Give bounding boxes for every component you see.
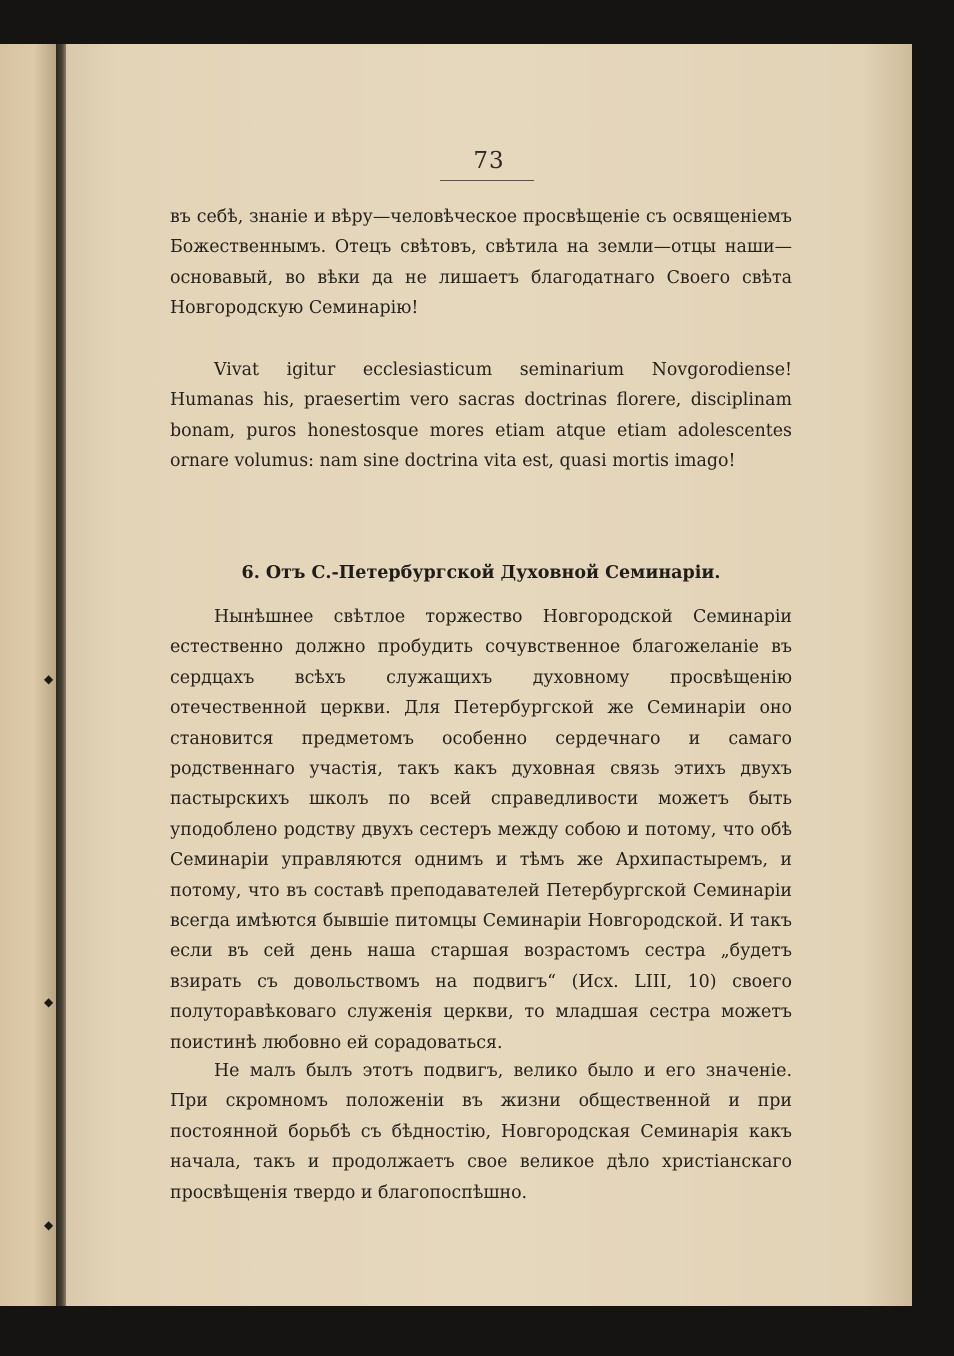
paragraph-latin [170, 355, 792, 477]
margin-mark-icon: ◆ [44, 995, 54, 1009]
page-number: 73 [473, 148, 505, 174]
margin-mark-icon: ◆ [44, 672, 54, 686]
paragraph-main [170, 602, 792, 1058]
paragraph-continued [170, 202, 792, 324]
paragraph-text: въ себѣ, знаніе и вѣру—человѣческое просвѣщеніе съ освященіемъ Божественнымъ. Отецъ свѣтовъ, свѣтила на земли—отцы наши—основавый, во вѣки да не лишаетъ благодатнаго Своего свѣта Новгородскую Семинарію! [170, 207, 792, 319]
book-binding-gutter [56, 44, 66, 1306]
section-heading: 6. Отъ С.-Петербургской Духовной Семинаріи. [241, 563, 721, 583]
margin-mark-icon: ◆ [44, 1218, 54, 1232]
paragraph-text: Нынѣшнее свѣтлое торжество Новгородской Семинаріи естественно должно пробудить сочувственное благожеланіе въ сердцахъ всѣхъ служащихъ духовному просвѣщенію отечественной церкви. Для Петербургской же Семинаріи оно становится предметомъ особенно сердечнаго и самаго родственнаго участія, такъ какъ духовная связь этихъ двухъ пастырскихъ школъ по всей справедливости можетъ быть уподоблено родству двухъ сестеръ между собою и потому, что обѣ Семинаріи управляются однимъ и тѣмъ же Архипастыремъ, и потому, что въ составѣ преподавателей Петербургской Семинаріи всегда имѣются бывшіе питомцы Семинаріи Новгородской. И такъ если въ сей день наша старшая возрастомъ сестра „будетъ взирать съ довольствомъ на подвигъ“ (Исх. LIII, 10) своего полуторавѣковаго служенія церкви, то младшая сестра можетъ поистинѣ любовно ей сорадоваться. [170, 607, 792, 1053]
paragraph-final [170, 1056, 792, 1208]
paragraph-text: Не малъ былъ этотъ подвигъ, велико было и его значеніе. При скромномъ положеніи въ жизни общественной и при постоянной борьбѣ съ бѣдностію, Новгородская Семинарія какъ начала, такъ и продолжаетъ свое великое дѣло христіанскаго просвѣщенія твердо и благопоспѣшно. [170, 1061, 792, 1203]
page-number-rule [440, 180, 534, 181]
paragraph-text: Vivat igitur ecclesiasticum seminarium Novgorodiense! Humanas his, praesertim vero sacras doctrinas florere, disciplinam bonam, puros honestosque mores etiam atque etiam adolescentes ornare volumus: nam sine doctrina vita est, quasi mortis imago! [170, 360, 792, 472]
book-page [66, 44, 912, 1306]
